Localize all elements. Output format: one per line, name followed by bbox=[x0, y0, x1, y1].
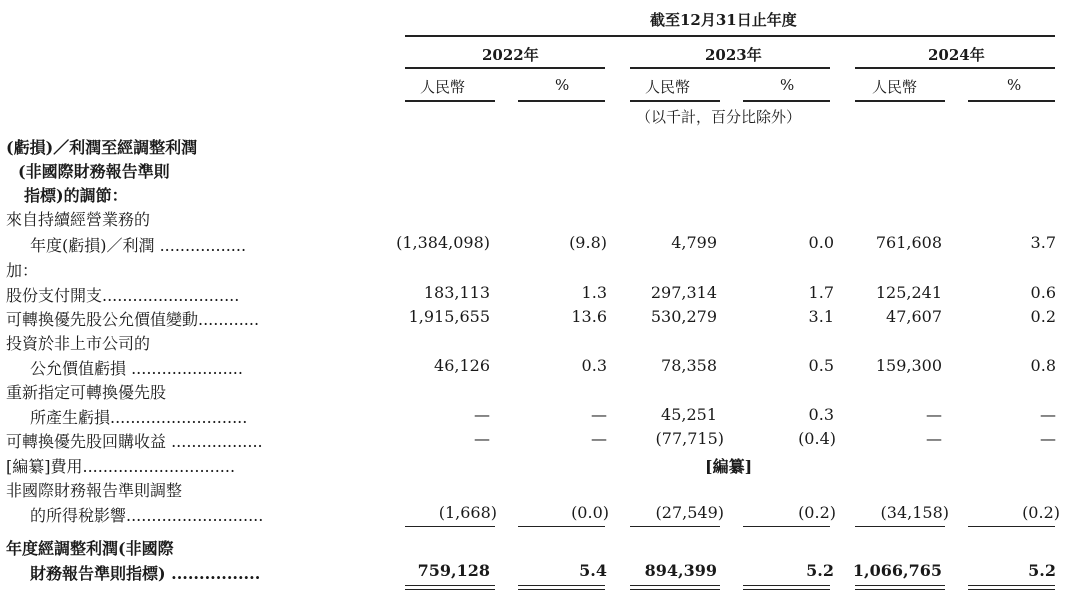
subtotal-rule-5 bbox=[855, 526, 945, 527]
row-label: 非國際財務報告準則調整 bbox=[6, 481, 183, 500]
total-double-rule-4b bbox=[743, 589, 830, 590]
redacted-merged-value: [編纂] bbox=[705, 457, 753, 476]
col-rule-1 bbox=[405, 100, 495, 102]
total-double-rule-4a bbox=[743, 585, 830, 586]
total-double-rule-3a bbox=[630, 585, 720, 586]
total-2023-pct: 5.2 bbox=[806, 561, 834, 580]
cell-2023-pct: 0.0 bbox=[808, 233, 834, 252]
cell-2022-pct: — bbox=[591, 429, 607, 448]
cell-2022-pct: (9.8) bbox=[569, 233, 607, 252]
total-label: 年度經調整利潤(非國際 bbox=[6, 539, 174, 558]
cell-2024-rmb: (34,158) bbox=[880, 503, 949, 522]
total-2022-pct: 5.4 bbox=[579, 561, 607, 580]
percent-2022: % bbox=[555, 76, 570, 94]
cell-2022-pct: 1.3 bbox=[581, 283, 607, 302]
col-rule-2 bbox=[518, 100, 605, 102]
year-2022-rule bbox=[405, 67, 605, 69]
cell-2024-pct: 3.7 bbox=[1030, 233, 1056, 252]
cell-2023-rmb: 297,314 bbox=[650, 283, 717, 302]
row-label: 的所得稅影響........................... bbox=[30, 506, 264, 525]
year-2023-rule bbox=[630, 67, 830, 69]
total-double-rule-5b bbox=[855, 589, 945, 590]
cell-2024-pct: — bbox=[1040, 405, 1056, 424]
cell-2023-rmb: 78,358 bbox=[661, 356, 717, 375]
cell-2022-rmb: — bbox=[474, 405, 490, 424]
cell-2023-pct: 1.7 bbox=[808, 283, 834, 302]
header-top-rule bbox=[405, 35, 1055, 37]
cell-2023-rmb: (27,549) bbox=[655, 503, 724, 522]
cell-2023-rmb: 4,799 bbox=[671, 233, 717, 252]
row-label: 公允價值虧損 ...................... bbox=[30, 359, 243, 378]
total-2022-rmb: 759,128 bbox=[417, 561, 490, 580]
cell-2024-rmb: — bbox=[926, 429, 942, 448]
cell-2024-rmb: 761,608 bbox=[875, 233, 942, 252]
cell-2022-pct: 0.3 bbox=[581, 356, 607, 375]
currency-2024: 人民幣 bbox=[872, 78, 918, 96]
col-rule-5 bbox=[855, 100, 945, 102]
percent-2024: % bbox=[1007, 76, 1022, 94]
total-double-rule-6b bbox=[968, 589, 1055, 590]
total-2024-rmb: 1,066,765 bbox=[852, 561, 942, 580]
col-rule-6 bbox=[968, 100, 1055, 102]
total-double-rule-3b bbox=[630, 589, 720, 590]
currency-2022: 人民幣 bbox=[420, 78, 466, 96]
row-label: [編纂]費用.............................. bbox=[6, 457, 236, 476]
total-2023-rmb: 894,399 bbox=[644, 561, 717, 580]
section-title-line-3: 指標)的調節： bbox=[24, 186, 128, 205]
row-label: 可轉換優先股回購收益 .................. bbox=[6, 432, 263, 451]
row-label: 來自持續經營業務的 bbox=[6, 210, 151, 229]
cell-2024-rmb: — bbox=[926, 405, 942, 424]
subtotal-rule-3 bbox=[630, 526, 720, 527]
cell-2024-rmb: 159,300 bbox=[875, 356, 942, 375]
cell-2023-pct: 0.5 bbox=[808, 356, 834, 375]
year-2022: 2022年 bbox=[482, 46, 539, 64]
subtotal-rule-2 bbox=[518, 526, 605, 527]
section-title-line-2: (非國際財務報告準則 bbox=[18, 162, 170, 181]
cell-2024-pct: — bbox=[1040, 429, 1056, 448]
cell-2022-rmb: 183,113 bbox=[423, 283, 490, 302]
cell-2022-rmb: — bbox=[474, 429, 490, 448]
total-double-rule-5a bbox=[855, 585, 945, 586]
total-double-rule-2a bbox=[518, 585, 605, 586]
year-2023: 2023年 bbox=[705, 46, 762, 64]
row-label: 可轉換優先股公允價值變動............ bbox=[6, 310, 260, 329]
total-label: 財務報告準則指標) ................ bbox=[30, 564, 261, 583]
total-double-rule-2b bbox=[518, 589, 605, 590]
row-label: 所產生虧損........................... bbox=[30, 408, 248, 427]
cell-2022-pct: 13.6 bbox=[571, 307, 607, 326]
cell-2023-pct: (0.4) bbox=[798, 429, 836, 448]
period-title: 截至12月31日止年度 bbox=[650, 11, 797, 29]
year-2024-rule bbox=[855, 67, 1055, 69]
cell-2022-rmb: 1,915,655 bbox=[408, 307, 490, 326]
cell-2022-rmb: (1,384,098) bbox=[396, 233, 490, 252]
total-double-rule-6a bbox=[968, 585, 1055, 586]
currency-2023: 人民幣 bbox=[645, 78, 691, 96]
cell-2023-pct: 0.3 bbox=[808, 405, 834, 424]
col-rule-3 bbox=[630, 100, 720, 102]
row-label: 股份支付開支........................... bbox=[6, 286, 240, 305]
total-double-rule-1b bbox=[405, 589, 495, 590]
year-2024: 2024年 bbox=[928, 46, 985, 64]
unit-note: （以千計，百分比除外） bbox=[636, 108, 802, 126]
percent-2023: % bbox=[780, 76, 795, 94]
subtotal-rule-4 bbox=[743, 526, 830, 527]
row-label-add: 加： bbox=[6, 261, 39, 280]
cell-2023-pct: 3.1 bbox=[808, 307, 834, 326]
cell-2023-rmb: (77,715) bbox=[655, 429, 724, 448]
total-2024-pct: 5.2 bbox=[1028, 561, 1056, 580]
cell-2022-pct: (0.0) bbox=[571, 503, 609, 522]
subtotal-rule-1 bbox=[405, 526, 495, 527]
cell-2022-rmb: 46,126 bbox=[434, 356, 490, 375]
row-label: 重新指定可轉換優先股 bbox=[6, 383, 167, 402]
cell-2024-pct: 0.8 bbox=[1030, 356, 1056, 375]
cell-2023-pct: (0.2) bbox=[798, 503, 836, 522]
col-rule-4 bbox=[743, 100, 830, 102]
cell-2024-pct: 0.6 bbox=[1030, 283, 1056, 302]
cell-2024-rmb: 125,241 bbox=[875, 283, 942, 302]
section-title-line-1: (虧損)／利潤至經調整利潤 bbox=[6, 138, 198, 157]
cell-2023-rmb: 45,251 bbox=[661, 405, 717, 424]
cell-2024-rmb: 47,607 bbox=[886, 307, 942, 326]
cell-2023-rmb: 530,279 bbox=[650, 307, 717, 326]
row-label: 投資於非上市公司的 bbox=[6, 334, 151, 353]
cell-2024-pct: (0.2) bbox=[1022, 503, 1060, 522]
cell-2022-rmb: (1,668) bbox=[438, 503, 497, 522]
subtotal-rule-6 bbox=[968, 526, 1055, 527]
row-label: 年度(虧損)／利潤 ................. bbox=[30, 236, 247, 255]
cell-2024-pct: 0.2 bbox=[1030, 307, 1056, 326]
cell-2022-pct: — bbox=[591, 405, 607, 424]
total-double-rule-1a bbox=[405, 585, 495, 586]
